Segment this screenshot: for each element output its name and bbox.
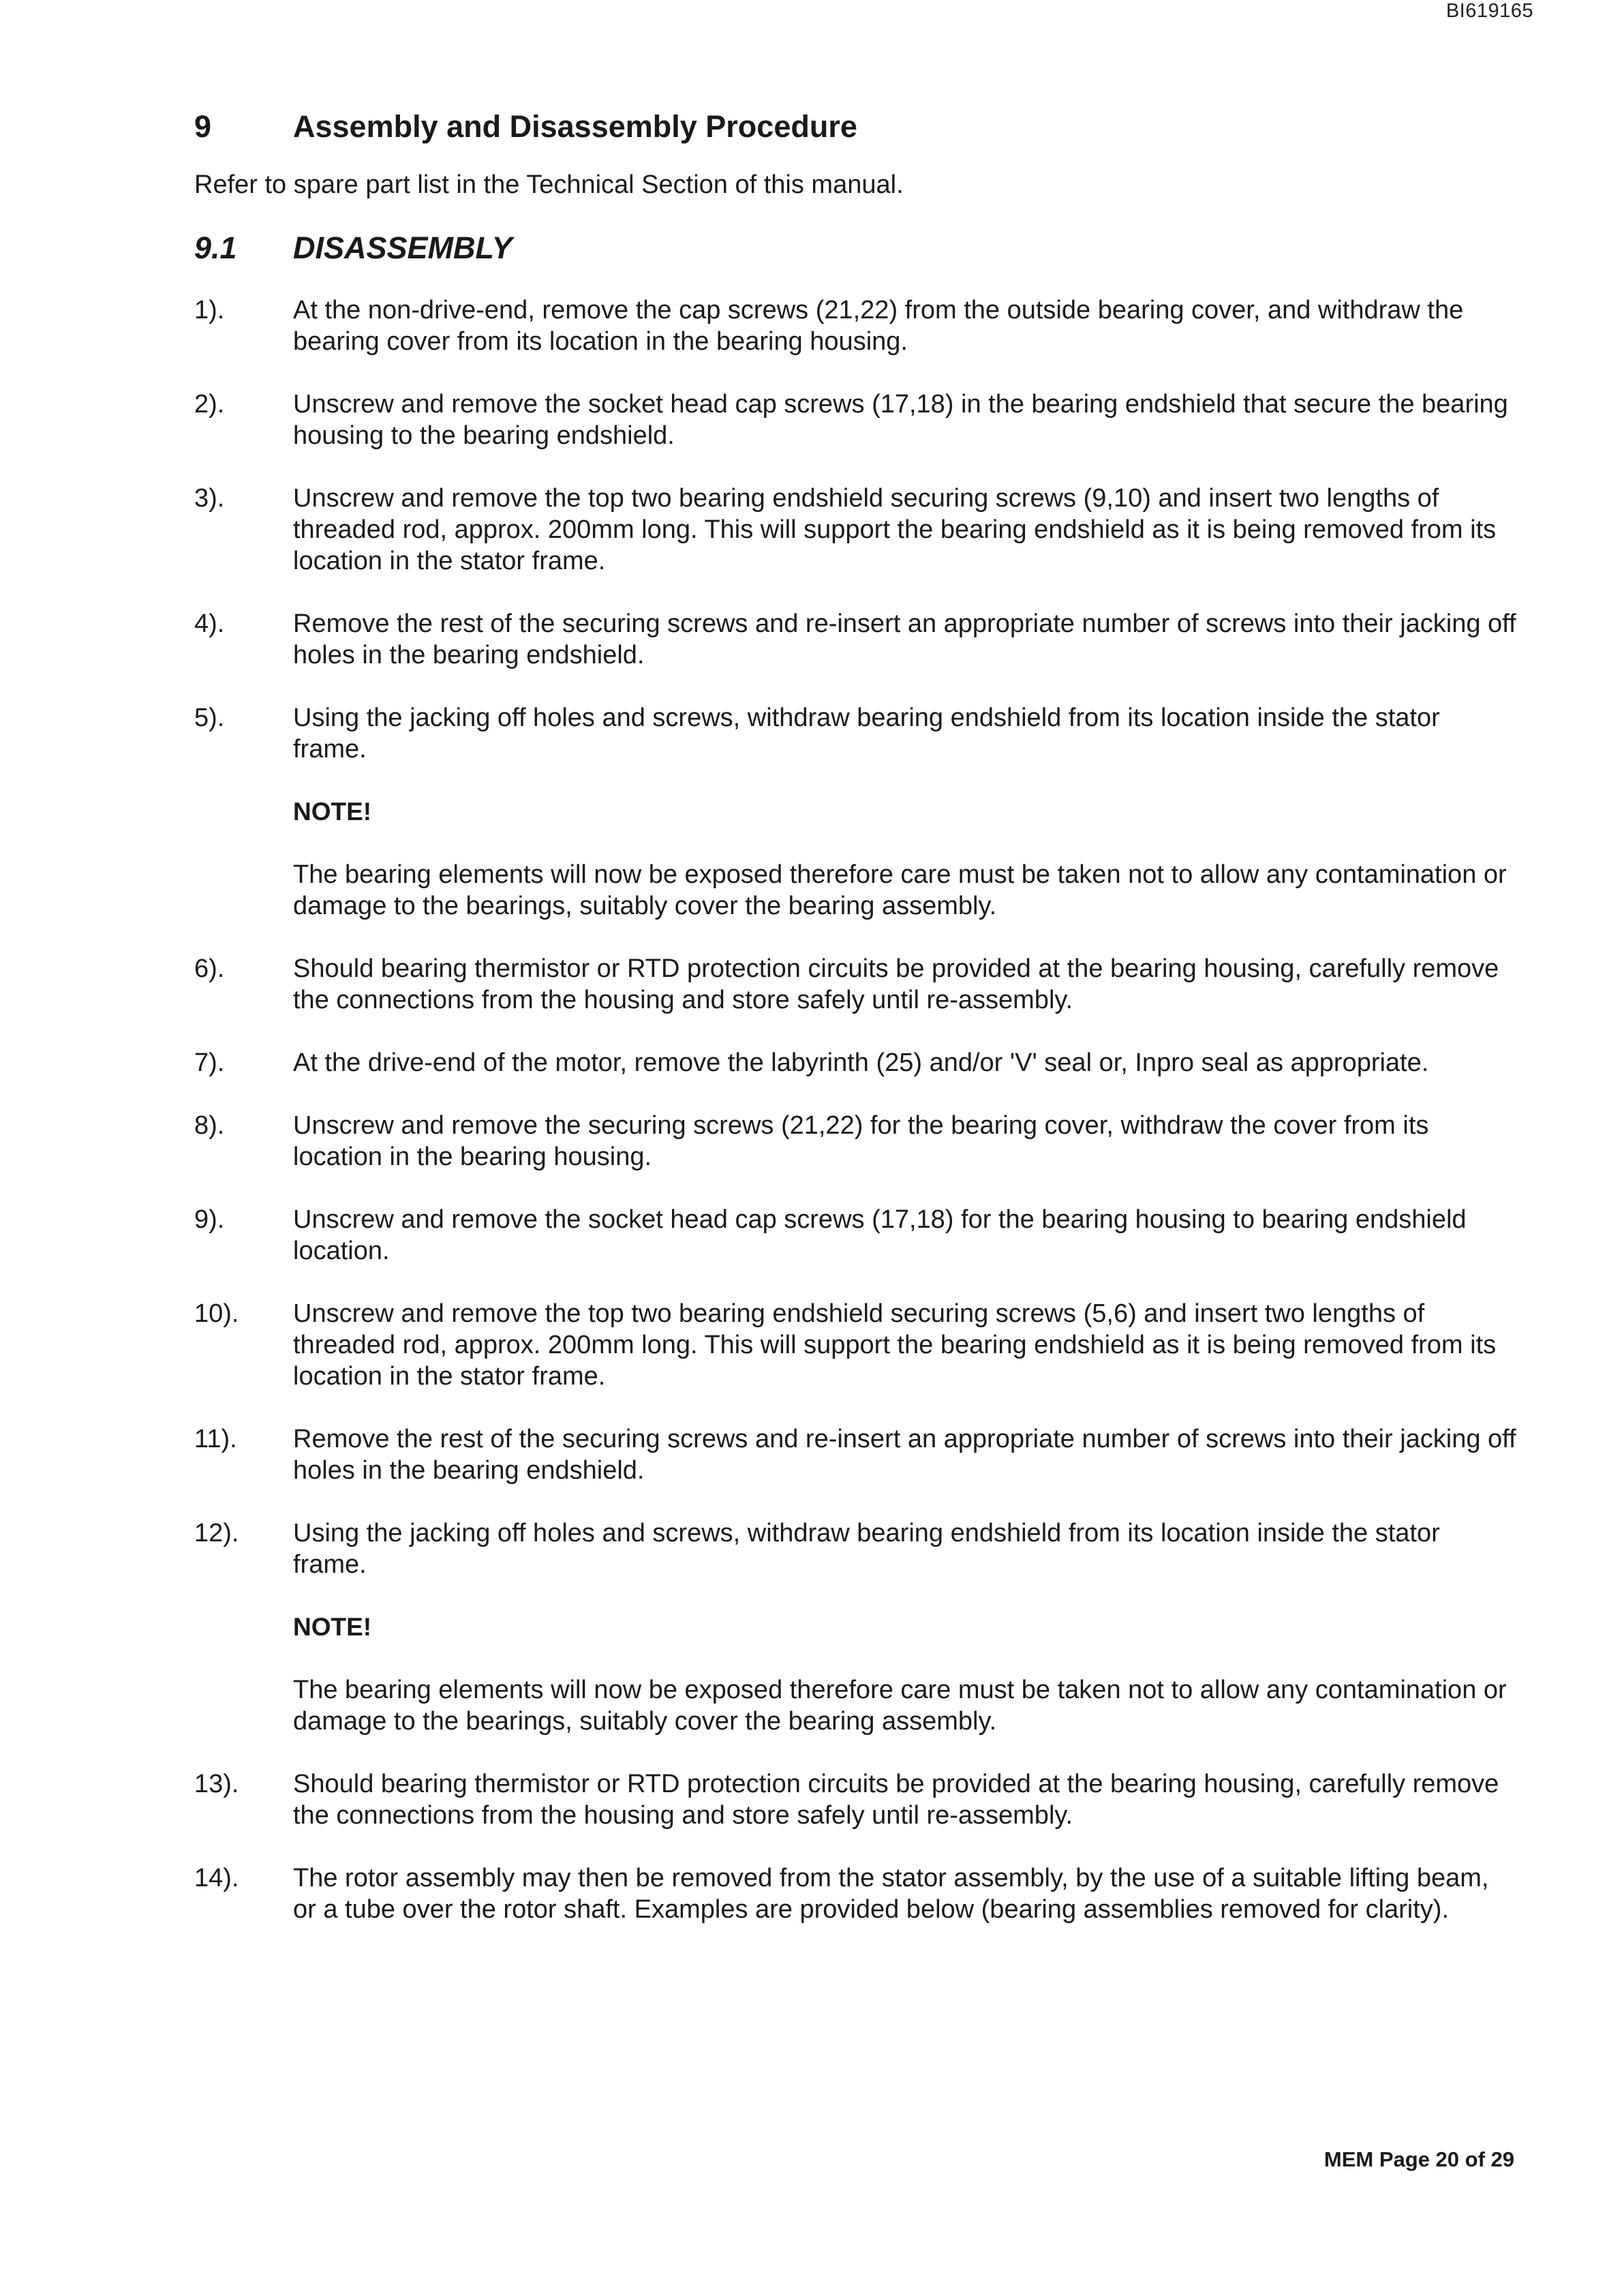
step-item <box>194 608 1516 671</box>
step-text: Remove the rest of the securing screws and re-insert an appropriate number of screws into their jacking off holes in the bearing endshield. <box>293 1425 1516 1485</box>
step-number: 12). <box>194 1519 239 1547</box>
section-heading <box>194 109 1516 145</box>
step-number: 10). <box>194 1299 239 1328</box>
step-item <box>194 1517 1516 1580</box>
subsection-number: 9.1 <box>194 230 237 265</box>
step-number: 14). <box>194 1864 239 1892</box>
step-number: 1). <box>194 296 225 324</box>
step-item <box>194 294 1516 357</box>
step-item <box>194 702 1516 765</box>
section-number: 9 <box>194 109 212 144</box>
step-item <box>194 483 1516 577</box>
section-title: Assembly and Disassembly Procedure <box>293 109 857 144</box>
step-number: 3). <box>194 484 225 513</box>
step-text: At the drive-end of the motor, remove the labyrinth (25) and/or 'V' seal or, Inpro seal as appropriate. <box>293 1048 1429 1077</box>
step-item <box>194 1047 1516 1078</box>
step-text: At the non-drive-end, remove the cap screws (21,22) from the outside bearing cover, and withdraw the bearing cover from its location in the bearing housing. <box>293 296 1464 356</box>
page-content <box>194 109 1516 1957</box>
step-item <box>194 953 1516 1016</box>
step-list <box>194 294 1516 1925</box>
intro-text: Refer to spare part list in the Technical Section of this manual. <box>194 170 904 199</box>
step-text: The rotor assembly may then be removed from the stator assembly, by the use of a suitable lifting beam, or a tube over the rotor shaft. Examples are provided below (bearing assemblies removed for clarity). <box>293 1864 1489 1924</box>
step-text: Unscrew and remove the top two bearing endshield securing screws (9,10) and insert two lengths of threaded rod, approx. 200mm long. This will support the bearing endshield as it is being removed from its location in the stator frame. <box>293 484 1497 575</box>
step-item <box>194 1423 1516 1486</box>
step-item <box>194 1204 1516 1267</box>
step-item <box>194 1862 1516 1925</box>
step-number: 5). <box>194 704 225 732</box>
step-text: Unscrew and remove the securing screws (21,22) for the bearing cover, withdraw the cover from its location in the bearing housing. <box>293 1111 1429 1171</box>
note-block <box>194 796 1516 922</box>
note-label: NOTE! <box>293 798 372 826</box>
step-text: Unscrew and remove the top two bearing endshield securing screws (5,6) and insert two lengths of threaded rod, approx. 200mm long. This will support the bearing endshield as it is being removed from its location in the stator frame. <box>293 1299 1497 1391</box>
step-text: Using the jacking off holes and screws, withdraw bearing endshield from its location inside the stator frame. <box>293 704 1440 764</box>
step-text: Unscrew and remove the socket head cap screws (17,18) for the bearing housing to bearing endshield location. <box>293 1205 1467 1265</box>
step-item <box>194 1110 1516 1173</box>
note-text: The bearing elements will now be exposed therefore care must be taken not to allow any contamination or damage to the bearings, suitably cover the bearing assembly. <box>293 860 1507 920</box>
step-text: Should bearing thermistor or RTD protection circuits be provided at the bearing housing, carefully remove the connections from the housing and store safely until re-assembly. <box>293 1770 1499 1830</box>
subsection-heading <box>194 230 1516 266</box>
step-text: Unscrew and remove the socket head cap screws (17,18) in the bearing endshield that secure the bearing housing to the bearing endshield. <box>293 390 1508 450</box>
step-text: Should bearing thermistor or RTD protection circuits be provided at the bearing housing, carefully remove the connections from the housing and store safely until re-assembly. <box>293 954 1499 1014</box>
note-text: The bearing elements will now be exposed therefore care must be taken not to allow any contamination or damage to the bearings, suitably cover the bearing assembly. <box>293 1676 1507 1736</box>
step-item <box>194 1768 1516 1831</box>
step-item <box>194 1298 1516 1392</box>
note-label: NOTE! <box>293 1613 372 1641</box>
step-item <box>194 389 1516 451</box>
step-number: 7). <box>194 1048 225 1077</box>
note-block <box>194 1612 1516 1737</box>
step-text: Remove the rest of the securing screws and re-insert an appropriate number of screws into their jacking off holes in the bearing endshield. <box>293 609 1516 669</box>
step-number: 8). <box>194 1111 225 1140</box>
step-number: 4). <box>194 609 225 638</box>
document-id: BI619165 <box>1445 0 1533 22</box>
step-number: 13). <box>194 1770 239 1798</box>
step-number: 9). <box>194 1205 225 1234</box>
step-number: 2). <box>194 390 225 419</box>
step-text: Using the jacking off holes and screws, withdraw bearing endshield from its location inside the stator frame. <box>293 1519 1440 1579</box>
step-number: 11). <box>194 1425 237 1453</box>
page-footer: MEM Page 20 of 29 <box>1323 2147 1514 2171</box>
subsection-title: DISASSEMBLY <box>293 230 512 265</box>
step-number: 6). <box>194 954 225 983</box>
